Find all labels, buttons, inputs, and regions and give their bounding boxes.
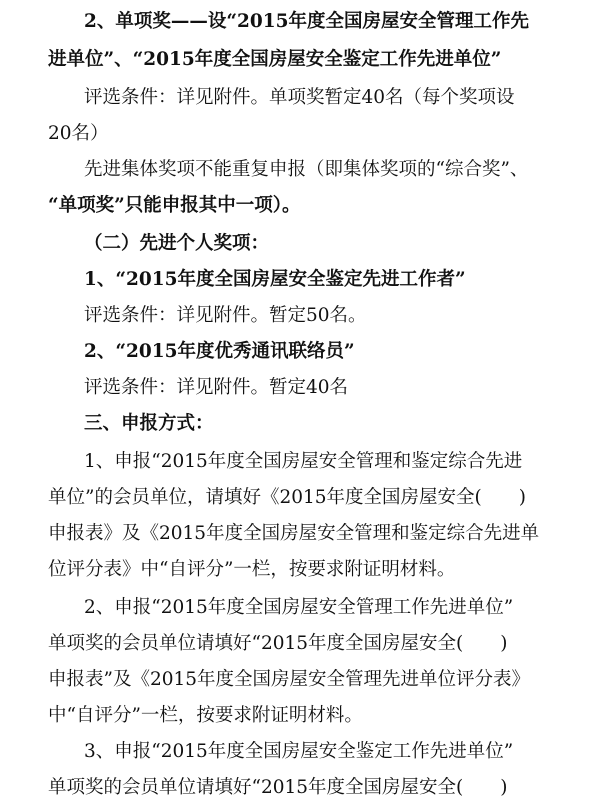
method-2-line-4: 中“自评分”一栏，按要求附证明材料。 bbox=[48, 705, 363, 726]
method-3-line-1: 3、申报“2015年度全国房屋安全鉴定工作先进单位” bbox=[84, 741, 514, 762]
award-single-item-heading-line-1: 2、单项奖——设“2015年度全国房屋安全管理工作先 bbox=[84, 11, 530, 32]
method-2-line-1: 2、申报“2015年度全国房屋安全管理工作先进单位” bbox=[84, 597, 514, 618]
method-3-line-2: 单项奖的会员单位请填好“2015年度全国房屋安全( ) bbox=[48, 777, 508, 798]
collective-award-note-line-1: 先进集体奖项不能重复申报（即集体奖项的“综合奖”、 bbox=[84, 159, 529, 180]
method-1-line-1: 1、申报“2015年度全国房屋安全管理和鉴定综合先进 bbox=[84, 451, 523, 472]
individual-awards-heading: （二）先进个人奖项： bbox=[84, 233, 270, 254]
method-1-line-3: 申报表》及《2015年度全国房屋安全管理和鉴定综合先进单 bbox=[48, 523, 540, 544]
award-single-item-heading-line-2: 进单位”、“2015年度全国房屋安全鉴定工作先进单位” bbox=[48, 49, 502, 70]
method-2-line-2: 单项奖的会员单位请填好“2015年度全国房屋安全( ) bbox=[48, 633, 508, 654]
method-2-line-3: 申报表”及《2015年度全国房屋安全管理先进单位评分表》 bbox=[48, 669, 531, 690]
individual-award-1-title: 1、“2015年度全国房屋安全鉴定先进工作者” bbox=[84, 269, 466, 290]
individual-award-2-title: 2、“2015年度优秀通讯联络员” bbox=[84, 341, 355, 362]
single-item-criteria-line-1: 评选条件：详见附件。单项奖暂定40名（每个奖项设 bbox=[84, 87, 515, 108]
individual-award-1-criteria: 评选条件：详见附件。暂定50名。 bbox=[84, 305, 367, 326]
method-1-line-4: 位评分表》中“自评分”一栏，按要求附证明材料。 bbox=[48, 559, 456, 580]
application-method-heading: 三、申报方式： bbox=[84, 413, 214, 434]
collective-award-note-line-2: “单项奖”只能申报其中一项）。 bbox=[48, 195, 301, 216]
single-item-criteria-line-2: 20名） bbox=[48, 123, 109, 144]
individual-award-2-criteria: 评选条件：详见附件。暂定40名 bbox=[84, 377, 349, 398]
method-1-line-2: 单位”的会员单位，请填好《2015年度全国房屋安全( ) bbox=[48, 487, 526, 508]
